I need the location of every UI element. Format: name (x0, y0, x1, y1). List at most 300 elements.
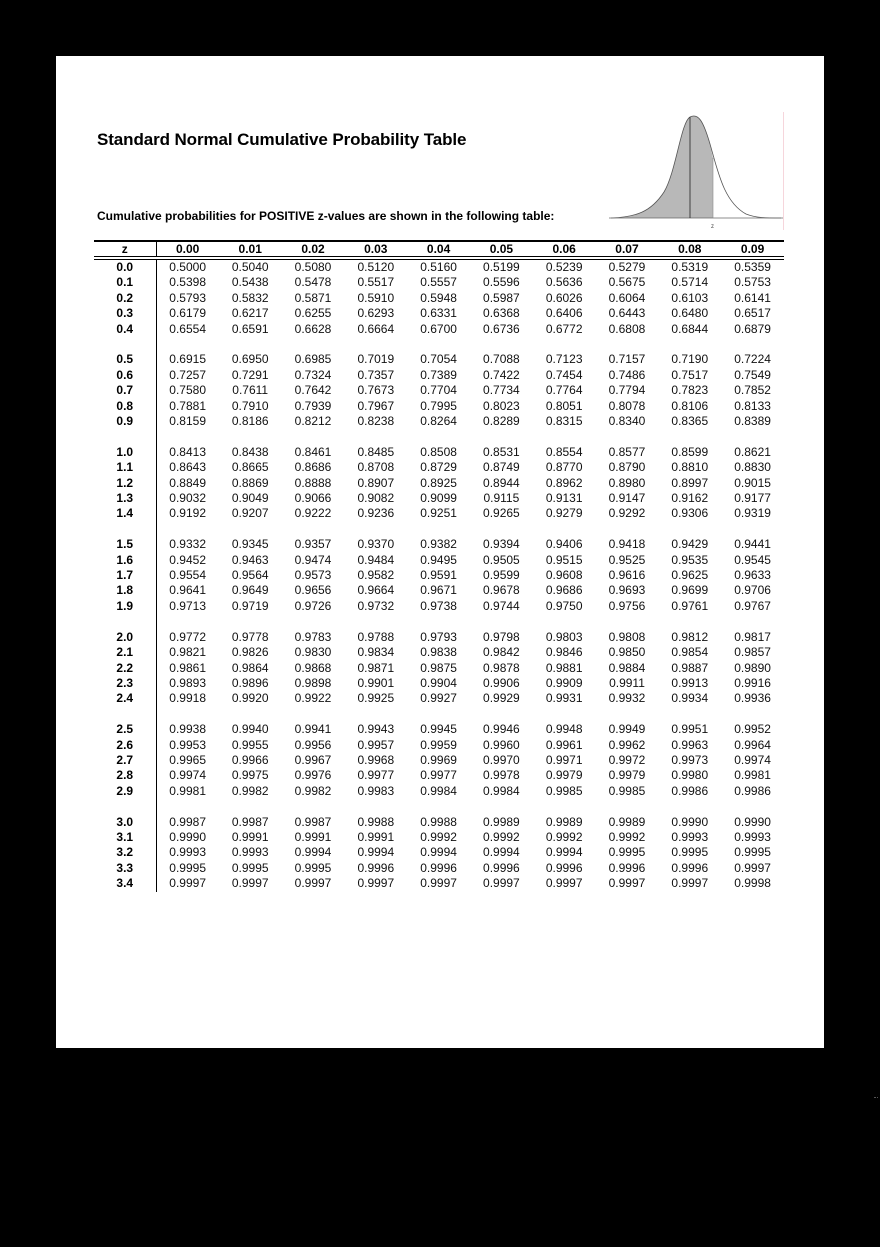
probability-cell: 0.9649 (231, 583, 269, 598)
probability-cell: 0.9959 (420, 737, 457, 752)
probability-cell: 0.9932 (608, 691, 646, 706)
table-row (94, 830, 784, 845)
spacer-cell (344, 614, 407, 629)
spacer-cell (219, 799, 282, 814)
table-row (94, 861, 784, 876)
probability-cell: 0.9979 (545, 768, 583, 783)
probability-cell: 0.9996 (420, 860, 457, 875)
z-value-cell: 3.0 (94, 815, 156, 830)
header-col: 0.09 (721, 241, 784, 258)
z-value-cell: 3.2 (94, 845, 156, 860)
probability-cell: 0.9357 (294, 537, 332, 552)
spacer-cell (596, 707, 659, 722)
spacer-cell (94, 614, 156, 629)
table-row (94, 537, 784, 552)
z-axis-label: z (711, 224, 714, 230)
probability-cell: 0.9901 (357, 675, 395, 690)
probability-cell: 0.9997 (357, 876, 395, 891)
probability-cell: 0.8980 (608, 475, 646, 490)
probability-cell: 0.9966 (231, 752, 269, 767)
probability-cell: 0.9984 (420, 783, 457, 798)
probability-cell: 0.9693 (608, 583, 646, 598)
probability-cell: 0.9192 (169, 506, 206, 521)
spacer-cell (533, 614, 596, 629)
group-spacer (94, 429, 784, 444)
probability-cell: 0.8186 (231, 414, 269, 429)
table-row (94, 645, 784, 660)
probability-cell: 0.9706 (734, 583, 771, 598)
spacer-cell (658, 337, 721, 352)
probability-cell: 0.9925 (357, 691, 395, 706)
probability-cell: 0.5636 (545, 275, 583, 290)
probability-cell: 0.9995 (608, 845, 646, 860)
probability-cell: 0.6217 (231, 306, 269, 321)
probability-cell: 0.7704 (420, 383, 457, 398)
probability-cell: 0.8264 (420, 414, 457, 429)
probability-cell: 0.9767 (734, 598, 771, 613)
probability-cell: 0.9992 (608, 829, 646, 844)
probability-cell: 0.7157 (608, 352, 646, 367)
probability-cell: 0.9808 (608, 629, 646, 644)
probability-cell: 0.7794 (608, 383, 646, 398)
spacer-cell (156, 799, 219, 814)
probability-cell: 0.9452 (169, 552, 206, 567)
probability-cell: 0.9992 (483, 829, 520, 844)
probability-cell: 0.8643 (169, 460, 206, 475)
probability-cell: 0.5871 (294, 290, 332, 305)
probability-cell: 0.6026 (545, 290, 583, 305)
spacer-cell (156, 429, 219, 444)
probability-cell: 0.9474 (294, 552, 332, 567)
spacer-cell (596, 429, 659, 444)
probability-cell: 0.9964 (734, 737, 771, 752)
probability-cell: 0.7019 (357, 352, 395, 367)
probability-cell: 0.9971 (545, 752, 583, 767)
probability-cell: 0.9978 (483, 768, 520, 783)
z-value-cell: 2.2 (94, 661, 156, 676)
probability-cell: 0.9744 (483, 598, 520, 613)
spacer-cell (533, 429, 596, 444)
probability-cell: 0.9994 (294, 845, 332, 860)
probability-cell: 0.9783 (294, 629, 332, 644)
spacer-cell (219, 522, 282, 537)
probability-cell: 0.9997 (420, 876, 457, 891)
spacer-cell (156, 614, 219, 629)
probability-cell: 0.8907 (357, 475, 395, 490)
spacer-cell (344, 429, 407, 444)
table-row (94, 491, 784, 506)
z-value-cell: 1.2 (94, 476, 156, 491)
probability-cell: 0.9834 (357, 645, 395, 660)
z-value-cell: 2.1 (94, 645, 156, 660)
spacer-cell (658, 707, 721, 722)
probability-cell: 0.7324 (294, 367, 332, 382)
probability-cell: 0.7881 (169, 398, 206, 413)
probability-cell: 0.7764 (545, 383, 583, 398)
probability-cell: 0.9989 (608, 814, 646, 829)
probability-cell: 0.5359 (734, 260, 771, 274)
spacer-cell (344, 522, 407, 537)
probability-cell: 0.9545 (734, 552, 771, 567)
probability-cell: 0.9974 (169, 768, 206, 783)
probability-cell: 0.9842 (483, 645, 520, 660)
probability-cell: 0.9904 (420, 675, 457, 690)
probability-cell: 0.8508 (420, 444, 457, 459)
probability-cell: 0.9082 (357, 491, 395, 506)
probability-cell: 0.9986 (734, 783, 771, 798)
header-col: 0.00 (156, 241, 219, 258)
probability-cell: 0.9934 (671, 691, 709, 706)
probability-cell: 0.7734 (483, 383, 520, 398)
probability-cell: 0.8749 (483, 460, 520, 475)
probability-cell: 0.9997 (294, 876, 332, 891)
probability-cell: 0.9953 (169, 737, 206, 752)
probability-cell: 0.8461 (294, 444, 332, 459)
z-value-cell: 3.4 (94, 876, 156, 891)
probability-cell: 0.9875 (420, 660, 457, 675)
z-value-cell: 2.3 (94, 676, 156, 691)
z-value-cell: 2.0 (94, 630, 156, 645)
probability-cell: 0.9265 (483, 506, 520, 521)
probability-cell: 0.5040 (231, 260, 269, 274)
spacer-cell (658, 522, 721, 537)
probability-cell: 0.5000 (169, 260, 206, 274)
probability-cell: 0.9778 (231, 629, 269, 644)
table-row (94, 399, 784, 414)
probability-cell: 0.9931 (545, 691, 583, 706)
probability-cell: 0.8810 (671, 460, 709, 475)
probability-cell: 0.8770 (545, 460, 583, 475)
probability-cell: 0.9821 (169, 645, 206, 660)
probability-cell: 0.9719 (231, 598, 269, 613)
probability-cell: 0.5239 (545, 260, 583, 274)
probability-cell: 0.8238 (357, 414, 395, 429)
probability-cell: 0.6736 (483, 321, 520, 336)
probability-cell: 0.9997 (231, 876, 269, 891)
probability-cell: 0.9990 (671, 814, 709, 829)
spacer-cell (658, 614, 721, 629)
probability-cell: 0.6368 (483, 306, 520, 321)
probability-cell: 0.8212 (294, 414, 332, 429)
probability-cell: 0.8051 (545, 398, 583, 413)
spacer-cell (282, 337, 345, 352)
z-value-cell: 2.6 (94, 738, 156, 753)
probability-cell: 0.5517 (357, 275, 395, 290)
probability-cell: 0.7939 (294, 398, 332, 413)
probability-cell: 0.5279 (608, 260, 646, 274)
probability-cell: 0.6141 (734, 290, 771, 305)
probability-cell: 0.9881 (545, 660, 583, 675)
probability-cell: 0.9996 (357, 860, 395, 875)
probability-cell: 0.9990 (734, 814, 771, 829)
table-row (94, 352, 784, 367)
probability-cell: 0.9441 (734, 537, 771, 552)
probability-cell: 0.6915 (169, 352, 206, 367)
probability-cell: 0.5948 (420, 290, 457, 305)
probability-cell: 0.9803 (545, 629, 583, 644)
z-value-cell: 3.1 (94, 830, 156, 845)
probability-cell: 0.9956 (294, 737, 332, 752)
probability-cell: 0.9991 (357, 829, 395, 844)
spacer-cell (721, 614, 784, 629)
probability-cell: 0.9222 (294, 506, 332, 521)
probability-cell: 0.5910 (357, 290, 395, 305)
probability-cell: 0.9726 (294, 598, 332, 613)
spacer-cell (94, 799, 156, 814)
probability-cell: 0.8531 (483, 444, 520, 459)
probability-cell: 0.9345 (231, 537, 269, 552)
probability-cell: 0.5596 (483, 275, 520, 290)
probability-cell: 0.9952 (734, 722, 771, 737)
spacer-cell (282, 707, 345, 722)
probability-cell: 0.9991 (231, 829, 269, 844)
probability-cell: 0.9761 (671, 598, 709, 613)
figure-border (783, 112, 784, 230)
probability-cell: 0.9927 (420, 691, 457, 706)
probability-cell: 0.8686 (294, 460, 332, 475)
probability-cell: 0.9965 (169, 752, 206, 767)
probability-cell: 0.7580 (169, 383, 206, 398)
probability-cell: 0.9798 (483, 629, 520, 644)
probability-cell: 0.8830 (734, 460, 771, 475)
spacer-cell (470, 707, 533, 722)
probability-cell: 0.9884 (608, 660, 646, 675)
probability-cell: 0.5793 (169, 290, 206, 305)
probability-cell: 0.5478 (294, 275, 332, 290)
probability-cell: 0.8106 (671, 398, 709, 413)
spacer-cell (470, 337, 533, 352)
probability-cell: 0.6179 (169, 306, 206, 321)
probability-cell: 0.9332 (169, 537, 206, 552)
page-corner-mark (874, 1097, 878, 1100)
probability-cell: 0.9633 (734, 568, 771, 583)
spacer-cell (470, 522, 533, 537)
probability-cell: 0.9922 (294, 691, 332, 706)
probability-cell: 0.9997 (671, 876, 709, 891)
spacer-cell (596, 799, 659, 814)
z-value-cell: 2.7 (94, 753, 156, 768)
probability-cell: 0.8438 (231, 444, 269, 459)
probability-cell: 0.9993 (671, 829, 709, 844)
table-row (94, 676, 784, 691)
probability-cell: 0.9678 (483, 583, 520, 598)
probability-cell: 0.9756 (608, 598, 646, 613)
probability-cell: 0.9625 (671, 568, 709, 583)
probability-cell: 0.9382 (420, 537, 457, 552)
probability-cell: 0.9985 (608, 783, 646, 798)
probability-cell: 0.9996 (545, 860, 583, 875)
probability-cell: 0.6628 (294, 321, 332, 336)
z-table-container (94, 240, 784, 892)
table-row (94, 306, 784, 321)
probability-cell: 0.9997 (169, 876, 206, 891)
group-spacer (94, 707, 784, 722)
probability-cell: 0.5832 (231, 290, 269, 305)
probability-cell: 0.9994 (420, 845, 457, 860)
probability-cell: 0.6480 (671, 306, 709, 321)
probability-cell: 0.9967 (294, 752, 332, 767)
probability-cell: 0.7357 (357, 367, 395, 382)
table-row (94, 275, 784, 290)
probability-cell: 0.9913 (671, 675, 709, 690)
spacer-cell (721, 522, 784, 537)
spacer-cell (470, 799, 533, 814)
probability-cell: 0.9049 (231, 491, 269, 506)
probability-cell: 0.7190 (671, 352, 709, 367)
probability-cell: 0.9871 (357, 660, 395, 675)
probability-cell: 0.6554 (169, 321, 206, 336)
spacer-cell (94, 429, 156, 444)
table-row (94, 630, 784, 645)
probability-cell: 0.9066 (294, 491, 332, 506)
probability-cell: 0.7852 (734, 383, 771, 398)
probability-cell: 0.9772 (169, 629, 206, 644)
probability-cell: 0.9656 (294, 583, 332, 598)
probability-cell: 0.9279 (545, 506, 583, 521)
probability-cell: 0.9893 (169, 675, 206, 690)
probability-cell: 0.9993 (169, 845, 206, 860)
probability-cell: 0.9868 (294, 660, 332, 675)
probability-cell: 0.9955 (231, 737, 269, 752)
probability-cell: 0.9671 (420, 583, 457, 598)
probability-cell: 0.9864 (231, 660, 269, 675)
probability-cell: 0.9981 (169, 783, 206, 798)
probability-cell: 0.9463 (231, 552, 269, 567)
probability-cell: 0.9972 (608, 752, 646, 767)
probability-cell: 0.5199 (483, 260, 520, 274)
probability-cell: 0.8023 (483, 398, 520, 413)
probability-cell: 0.8389 (734, 414, 771, 429)
spacer-cell (156, 337, 219, 352)
probability-cell: 0.5557 (420, 275, 457, 290)
probability-cell: 0.9936 (734, 691, 771, 706)
probability-cell: 0.6985 (294, 352, 332, 367)
z-value-cell: 1.8 (94, 583, 156, 598)
z-value-cell: 2.5 (94, 722, 156, 737)
spacer-cell (94, 337, 156, 352)
probability-cell: 0.9732 (357, 598, 395, 613)
probability-cell: 0.9306 (671, 506, 709, 521)
probability-cell: 0.6808 (608, 321, 646, 336)
spacer-cell (94, 707, 156, 722)
probability-cell: 0.7549 (734, 367, 771, 382)
probability-cell: 0.6331 (420, 306, 457, 321)
probability-cell: 0.9616 (608, 568, 646, 583)
spacer-cell (596, 614, 659, 629)
probability-cell: 0.9970 (483, 752, 520, 767)
probability-cell: 0.8997 (671, 475, 709, 490)
probability-cell: 0.9817 (734, 629, 771, 644)
probability-cell: 0.9236 (357, 506, 395, 521)
spacer-cell (282, 799, 345, 814)
table-row (94, 445, 784, 460)
probability-cell: 0.9846 (545, 645, 583, 660)
probability-cell: 0.9998 (734, 876, 771, 891)
table-row (94, 784, 784, 799)
probability-cell: 0.9987 (231, 814, 269, 829)
spacer-cell (219, 429, 282, 444)
z-value-cell: 2.4 (94, 691, 156, 706)
probability-cell: 0.9996 (671, 860, 709, 875)
probability-cell: 0.9985 (545, 783, 583, 798)
probability-cell: 0.9713 (169, 598, 206, 613)
spacer-cell (658, 429, 721, 444)
probability-cell: 0.5714 (671, 275, 709, 290)
spacer-cell (219, 337, 282, 352)
z-value-cell: 1.0 (94, 445, 156, 460)
z-value-cell: 3.3 (94, 861, 156, 876)
spacer-cell (219, 707, 282, 722)
table-row (94, 845, 784, 860)
probability-cell: 0.9993 (231, 845, 269, 860)
probability-cell: 0.9983 (357, 783, 395, 798)
probability-cell: 0.9319 (734, 506, 771, 521)
probability-cell: 0.9941 (294, 722, 332, 737)
probability-cell: 0.6517 (734, 306, 771, 321)
table-row (94, 460, 784, 475)
group-spacer (94, 522, 784, 537)
probability-cell: 0.9920 (231, 691, 269, 706)
probability-cell: 0.9979 (608, 768, 646, 783)
page-title: Standard Normal Cumulative Probability Table (97, 130, 467, 149)
probability-cell: 0.9951 (671, 722, 709, 737)
z-value-cell: 1.7 (94, 568, 156, 583)
spacer-cell (533, 799, 596, 814)
header-col: 0.04 (407, 241, 470, 258)
probability-cell: 0.9573 (294, 568, 332, 583)
probability-cell: 0.8925 (420, 475, 457, 490)
spacer-cell (470, 429, 533, 444)
group-spacer (94, 337, 784, 352)
probability-cell: 0.9986 (671, 783, 709, 798)
probability-cell: 0.9980 (671, 768, 709, 783)
probability-cell: 0.9909 (545, 675, 583, 690)
probability-cell: 0.9918 (169, 691, 206, 706)
z-value-cell: 2.9 (94, 784, 156, 799)
probability-cell: 0.6406 (545, 306, 583, 321)
probability-cell: 0.8849 (169, 475, 206, 490)
header-col: 0.08 (658, 241, 721, 258)
probability-cell: 0.6879 (734, 321, 771, 336)
probability-cell: 0.5120 (357, 260, 395, 274)
probability-cell: 0.9995 (671, 845, 709, 860)
probability-cell: 0.6103 (671, 290, 709, 305)
probability-cell: 0.9968 (357, 752, 395, 767)
table-row (94, 322, 784, 337)
table-row (94, 383, 784, 398)
table-row (94, 291, 784, 306)
probability-cell: 0.9997 (545, 876, 583, 891)
probability-cell: 0.8365 (671, 414, 709, 429)
probability-cell: 0.9996 (483, 860, 520, 875)
table-row (94, 738, 784, 753)
probability-cell: 0.9015 (734, 475, 771, 490)
spacer-cell (596, 522, 659, 537)
probability-cell: 0.7454 (545, 367, 583, 382)
probability-cell: 0.6950 (231, 352, 269, 367)
probability-cell: 0.8944 (483, 475, 520, 490)
table-row (94, 583, 784, 598)
probability-cell: 0.7823 (671, 383, 709, 398)
probability-cell: 0.9982 (231, 783, 269, 798)
probability-cell: 0.8599 (671, 444, 709, 459)
probability-cell: 0.9898 (294, 675, 332, 690)
probability-cell: 0.9993 (734, 829, 771, 844)
probability-cell: 0.9969 (420, 752, 457, 767)
probability-cell: 0.9943 (357, 722, 395, 737)
spacer-cell (470, 614, 533, 629)
probability-cell: 0.9750 (545, 598, 583, 613)
